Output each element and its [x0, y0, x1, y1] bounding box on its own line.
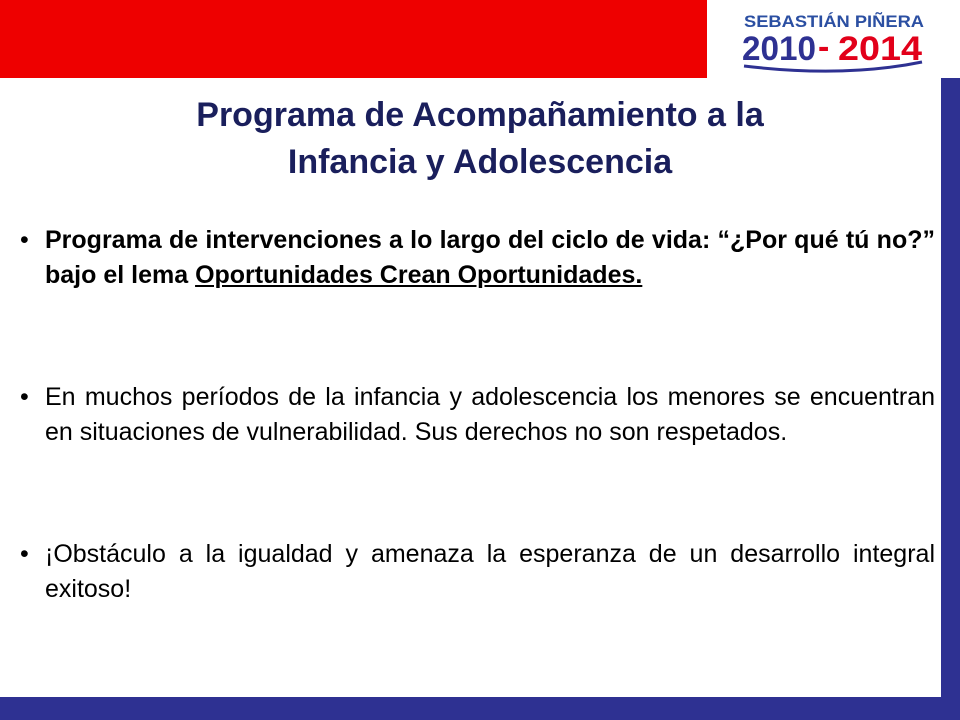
bullet-text-2: En muchos períodos de la infancia y adolescencia los menores se encuentran en situaciones de vulnerabilidad. Sus derechos no son respetados.	[45, 383, 935, 446]
bottom-blue-band	[0, 697, 960, 720]
bullet-marker: •	[20, 540, 29, 568]
bullet-1-text: Programa de intervenciones a lo largo del ciclo de vida: “¿Por qué tú no?” bajo el lema	[45, 226, 935, 289]
bullet-marker: •	[20, 383, 29, 411]
logo-year-start: 2010	[742, 30, 816, 68]
title-line-1: Programa de Acompañamiento a la	[196, 96, 764, 134]
right-blue-band	[941, 78, 960, 720]
bullet-text-1	[45, 223, 935, 293]
slide-title	[40, 92, 920, 186]
bullet-text-3: ¡Obstáculo a la igualdad y amenaza la esperanza de un desarrollo integral exitoso!	[45, 540, 935, 603]
logo-name: SEBASTIÁN PIÑERA	[744, 12, 912, 31]
logo-year-separator: -	[818, 28, 830, 66]
title-line-2: Infancia y Adolescencia	[287, 143, 673, 181]
top-red-band	[0, 0, 707, 78]
campaign-logo	[734, 8, 934, 74]
bullet-marker: •	[20, 226, 29, 254]
bullet-1-underlined-motto: Oportunidades Crean Oportunidades.	[195, 261, 643, 289]
logo-year-end: 2014	[838, 30, 923, 68]
